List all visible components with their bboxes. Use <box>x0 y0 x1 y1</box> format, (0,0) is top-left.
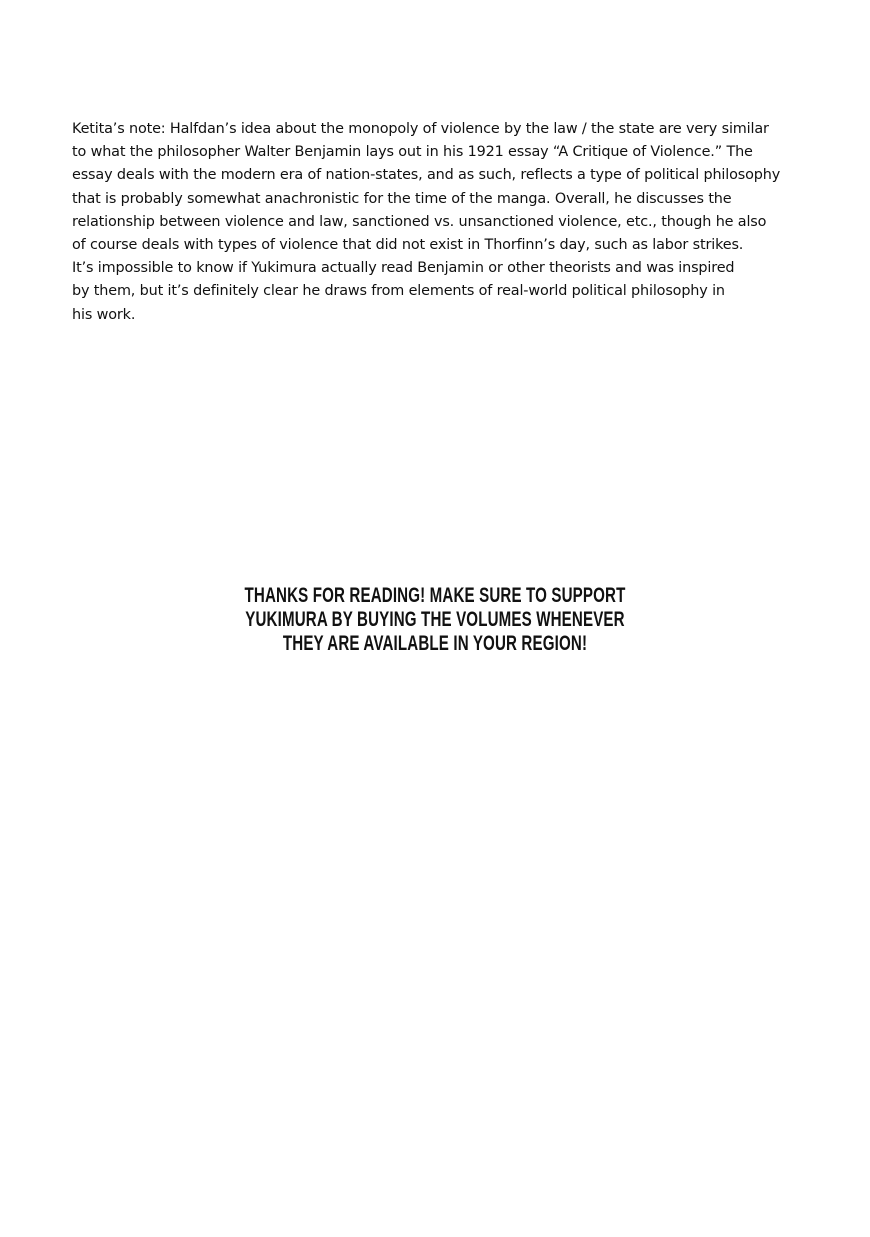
closing-line: THEY ARE AVAILABLE IN YOUR REGION! <box>282 632 588 655</box>
closing-message <box>0 584 870 656</box>
note-line: It’s impossible to know if Yukimura actually read Benjamin or other theorists and was inspired <box>72 260 735 277</box>
note-line: essay deals with the modern era of nation-states, and as such, reflects a type of political philosophy <box>72 167 781 184</box>
note-line: that is probably somewhat anachronistic for the time of the manga. Overall, he discusses the <box>72 190 732 207</box>
note-line: to what the philosopher Walter Benjamin lays out in his 1921 essay “A Critique of Violence.” The <box>72 144 753 161</box>
closing-line: THANKS FOR READING! MAKE SURE TO SUPPORT <box>244 584 626 607</box>
closing-line: YUKIMURA BY BUYING THE VOLUMES WHENEVER <box>245 608 625 631</box>
note-line: of course deals with types of violence that did not exist in Thorfinn’s day, such as labor strikes. <box>72 237 744 254</box>
note-line: his work. <box>72 306 136 323</box>
note-line: Ketita’s note: Halfdan’s idea about the monopoly of violence by the law / the state are very similar <box>72 121 769 137</box>
note-line: by them, but it’s definitely clear he draws from elements of real-world political philosophy in <box>72 283 725 300</box>
translator-note <box>72 118 832 327</box>
note-line: relationship between violence and law, sanctioned vs. unsanctioned violence, etc., though he also <box>72 213 767 230</box>
